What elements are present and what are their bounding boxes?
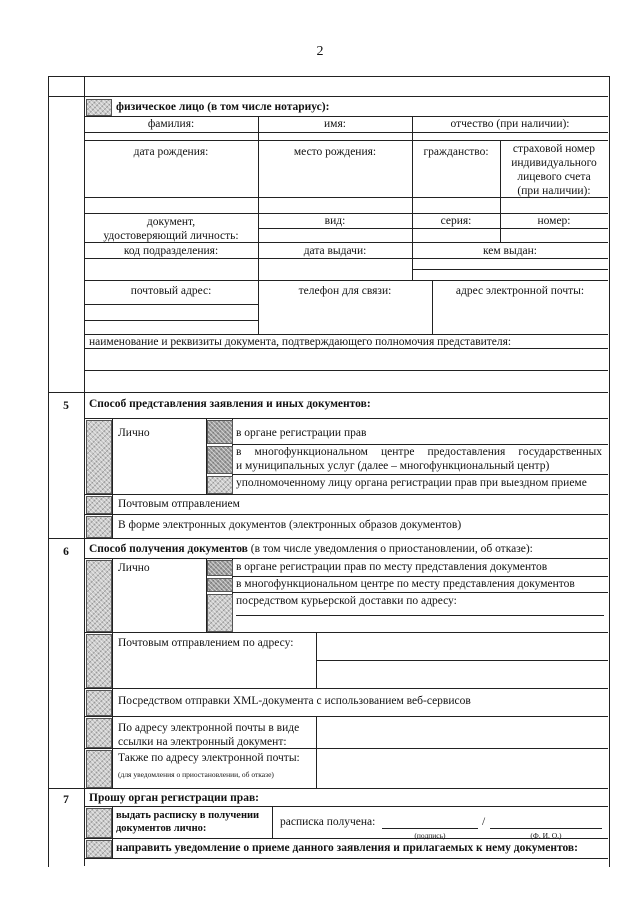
- email-label: адрес электронной почты:: [455, 285, 585, 297]
- surname-label: фамилия:: [147, 118, 195, 130]
- row-divider: [84, 280, 608, 281]
- receipt-issue-label: выдать расписку в получении документов лично:: [116, 810, 260, 834]
- column-divider: [316, 632, 317, 688]
- doc-type-label: вид:: [324, 215, 346, 227]
- issued-by-label: кем выдан:: [482, 245, 538, 257]
- individual-checkbox[interactable]: [86, 99, 112, 116]
- xml-label: Посредством отправки XML-документа с использованием веб-сервисов: [118, 695, 471, 707]
- row-divider: [412, 269, 608, 270]
- column-divider: [112, 558, 113, 788]
- division-code-label: код подразделения:: [123, 245, 219, 257]
- row-divider: [84, 116, 608, 117]
- receive-mfc-label: в многофункциональном центре по месту представления документов: [236, 578, 575, 590]
- section7-title: Прошу орган регистрации прав:: [89, 792, 259, 804]
- by-post-submit-label: Почтовым отправлением: [118, 498, 240, 510]
- section6-number: 6: [63, 546, 69, 558]
- row-divider: [258, 228, 608, 229]
- row-divider: [84, 320, 259, 321]
- section6-title-rest: (в том числе уведомления о приостановлении, об отказе):: [247, 543, 533, 555]
- slash: /: [482, 816, 486, 828]
- row-divider: [316, 660, 608, 661]
- row-divider: [84, 494, 608, 495]
- section5-number: 5: [63, 400, 69, 412]
- courier-checkbox[interactable]: [207, 594, 233, 632]
- patronymic-label: отчество (при наличии):: [450, 118, 570, 130]
- email-also-label: Также по адресу электронной почты:: [118, 752, 300, 764]
- issue-date-label: дата выдачи:: [303, 245, 367, 257]
- mfc-checkbox[interactable]: [207, 446, 233, 474]
- electronic-submit-label: В форме электронных документов (электронных образов документов): [118, 519, 462, 531]
- mfc-word: предоставления: [427, 446, 506, 458]
- email-also-checkbox[interactable]: [86, 750, 112, 788]
- column-divider: [112, 806, 113, 858]
- section-divider: [48, 538, 608, 539]
- mfc-word: многофункциональном: [254, 446, 368, 458]
- row-divider: [84, 514, 608, 515]
- section6-title: [89, 543, 533, 556]
- row-divider: [84, 213, 608, 214]
- receive-mfc-checkbox[interactable]: [207, 578, 233, 592]
- authorized-person-label: уполномоченному лицу органа регистрации прав при выездном приеме: [236, 477, 587, 489]
- section-divider: [48, 788, 608, 789]
- in-person-receive-checkbox[interactable]: [86, 560, 112, 632]
- registration-office-checkbox[interactable]: [207, 420, 233, 444]
- row-divider: [84, 334, 608, 335]
- section6-title-bold: Способ получения документов: [89, 543, 248, 555]
- authorized-person-checkbox[interactable]: [207, 476, 233, 494]
- mfc-word: в: [236, 446, 242, 458]
- mfc-label-line1: [236, 446, 602, 459]
- snils-label: страховой номер индивидуального лицевого счета (при наличии):: [511, 143, 597, 197]
- authority-doc-label: наименование и реквизиты документа, подтверждающего полномочия представителя:: [89, 336, 512, 348]
- in-person-submit-checkbox[interactable]: [86, 420, 112, 494]
- notify-label: направить уведомление о приеме данного заявления и прилагаемых к нему документов:: [116, 842, 578, 854]
- row-divider: [84, 858, 608, 859]
- by-post-submit-checkbox[interactable]: [86, 496, 112, 514]
- notify-checkbox[interactable]: [86, 840, 112, 858]
- row-divider: [84, 370, 608, 371]
- row-divider: [84, 132, 608, 133]
- row-divider: [232, 474, 608, 475]
- column-divider: [84, 76, 85, 866]
- by-post-receive-checkbox[interactable]: [86, 634, 112, 688]
- receipt-received-label: расписка получена:: [280, 816, 376, 828]
- column-divider: [272, 806, 273, 838]
- row-divider: [84, 558, 608, 559]
- row-divider: [84, 632, 608, 633]
- xml-checkbox[interactable]: [86, 690, 112, 716]
- section5-title: Способ представления заявления и иных документов:: [89, 398, 371, 410]
- signature-caption: (подпись): [414, 831, 446, 840]
- row-divider: [84, 418, 608, 419]
- number-label: номер:: [537, 215, 571, 227]
- email-also-note: (для уведомления о приостановлении, об отказе): [118, 770, 274, 779]
- row-divider: [232, 592, 608, 593]
- receipt-checkbox[interactable]: [86, 808, 112, 838]
- citizenship-label: гражданство:: [423, 146, 489, 158]
- row-divider: [84, 688, 608, 689]
- birth-place-label: место рождения:: [293, 146, 377, 158]
- section-divider: [48, 392, 608, 393]
- row-divider: [232, 444, 608, 445]
- row-divider: [84, 716, 608, 717]
- in-person-submit-label: Лично: [118, 427, 150, 439]
- courier-label: посредством курьерской доставки по адресу:: [236, 595, 457, 607]
- row-divider: [48, 96, 608, 97]
- by-post-receive-label: Почтовым отправлением по адресу:: [118, 637, 294, 649]
- column-divider: [112, 418, 113, 538]
- row-divider: [84, 258, 608, 259]
- receive-registration-checkbox[interactable]: [207, 560, 233, 576]
- birth-date-label: дата рождения:: [133, 146, 209, 158]
- mfc-label-line2: и муниципальных услуг (далее – многофункциональный центр): [236, 460, 550, 472]
- section7-number: 7: [63, 794, 69, 806]
- registration-office-label: в органе регистрации прав: [236, 427, 367, 439]
- receive-registration-label: в органе регистрации прав по месту представления документов: [236, 561, 548, 573]
- fio-caption: (Ф. И. О.): [530, 831, 562, 840]
- postal-address-label: почтовый адрес:: [130, 285, 212, 297]
- individual-label: физическое лицо (в том числе нотариус):: [116, 101, 330, 113]
- name-label: имя:: [324, 118, 346, 130]
- email-link-checkbox[interactable]: [86, 718, 112, 748]
- row-divider: [232, 576, 608, 577]
- series-label: серия:: [440, 215, 472, 227]
- phone-label: телефон для связи:: [298, 285, 392, 297]
- row-divider: [84, 304, 259, 305]
- mfc-word: центре: [380, 446, 415, 458]
- courier-address-line[interactable]: [236, 615, 604, 616]
- column-divider: [316, 716, 317, 788]
- email-link-label: По адресу электронной почты в виде ссылки на электронный документ:: [118, 722, 300, 748]
- page-number: 2: [316, 44, 324, 59]
- electronic-submit-checkbox[interactable]: [86, 516, 112, 538]
- mfc-word: государственных: [518, 446, 602, 458]
- row-divider: [84, 140, 608, 141]
- identity-doc-label: документ, удостоверяющий личность:: [103, 216, 239, 242]
- in-person-receive-label: Лично: [118, 562, 150, 574]
- row-divider: [84, 806, 608, 807]
